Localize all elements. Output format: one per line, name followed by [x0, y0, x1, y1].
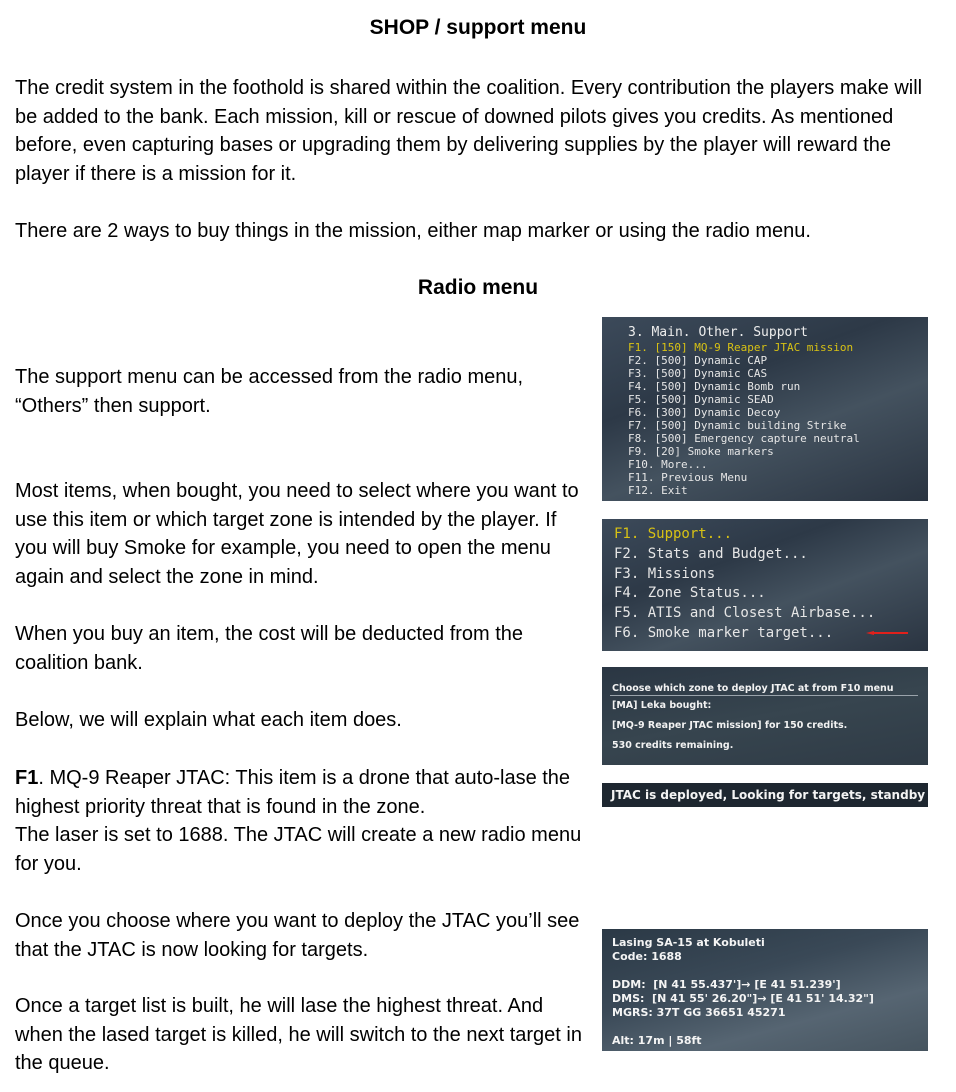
- intro-paragraph: The credit system in the foothold is shared within the coalition. Every contribution the players make will be added to the bank. Each mission, kill or rescue of downed pilots gives you credits. As mentioned before, even capturing bases or upgrading them by delivering supplies by the player will reward the player if there is a mission for it.: [15, 77, 923, 186]
- jtac-status-screenshot: [602, 783, 928, 807]
- purchase-line: [MQ-9 Reaper JTAC mission] for 150 credits.: [612, 720, 848, 731]
- lasing-line: Alt: 17m | 58ft: [612, 1034, 702, 1047]
- f1-key: F1: [15, 767, 39, 789]
- support-menu-screenshot: [602, 317, 928, 501]
- lasing-line: DDM: [N 41 55.437']→ [E 41 51.239']: [612, 978, 841, 991]
- support-menu-item: F10. More...: [628, 458, 708, 471]
- lasing-info-screenshot: [602, 929, 928, 1051]
- explain-paragraph: Below, we will explain what each item does.: [15, 709, 402, 731]
- f1-laser-text: The laser is set to 1688. The JTAC will create a new radio menu for you.: [15, 824, 582, 876]
- ways-paragraph: There are 2 ways to buy things in the mission, either map marker or using the radio menu.: [15, 220, 811, 242]
- support-menu-title: 3. Main. Other. Support: [628, 325, 809, 340]
- select-zone-paragraph: Most items, when bought, you need to select where you want to use this item or which target zone is intended by the player. If you will buy Smoke for example, you need to open the menu again and select the zone in mind.: [15, 480, 579, 589]
- page-title: SHOP / support menu: [369, 16, 587, 39]
- other-menu-item: F1. Support...: [614, 526, 733, 542]
- access-paragraph: The support menu can be accessed from the radio menu, “Others” then support.: [15, 366, 524, 417]
- purchase-line: 530 credits remaining.: [612, 740, 734, 751]
- support-menu-item: F2. [500] Dynamic CAP: [628, 354, 768, 367]
- support-menu-item: F11. Previous Menu: [628, 471, 748, 484]
- lasing-line: Lasing SA-15 at Kobuleti: [612, 936, 765, 949]
- other-menu-item: F5. ATIS and Closest Airbase...: [614, 605, 876, 622]
- deploy-paragraph: Once you choose where you want to deploy the JTAC you’ll see that the JTAC is now looking for targets.: [15, 910, 580, 961]
- section-title-radio-menu: Radio menu: [417, 276, 539, 299]
- support-menu-item: F9. [20] Smoke markers: [628, 445, 774, 458]
- support-menu-item: F12. Exit: [628, 484, 688, 497]
- purchase-message-screenshot: [602, 667, 928, 765]
- other-menu-item: F3. Missions: [614, 565, 716, 582]
- purchase-line: [MA] Leka bought:: [612, 700, 712, 711]
- other-menu-item: F6. Smoke marker target...: [614, 624, 834, 641]
- other-menu-item: F2. Stats and Budget...: [614, 545, 808, 562]
- f1-text: . MQ-9 Reaper JTAC: This item is a drone that auto-lase the highest priority threat that is found in the zone.: [15, 767, 571, 818]
- divider: [610, 695, 918, 696]
- lasing-line: DMS: [N 41 55' 26.20"]→ [E 41 51' 14.32"]: [612, 992, 874, 1005]
- purchase-header: Choose which zone to deploy JTAC at from F10 menu: [612, 683, 894, 694]
- jtac-status-text: JTAC is deployed, Looking for targets, standby: [611, 788, 926, 802]
- lasing-line: [602, 1020, 928, 1034]
- lasing-line: [602, 964, 928, 978]
- lasing-line: Code: 1688: [612, 950, 682, 963]
- support-menu-item: F3. [500] Dynamic CAS: [628, 367, 768, 380]
- other-menu-item: F4. Zone Status...: [614, 585, 766, 602]
- f1-description: [15, 764, 595, 879]
- lase-paragraph: Once a target list is built, he will lase the highest threat. And when the lased target is killed, he will switch to the next target in the queue.: [15, 995, 582, 1075]
- support-menu-item: F5. [500] Dynamic SEAD: [628, 393, 774, 406]
- support-menu-item: F8. [500] Emergency capture neutral: [628, 432, 860, 445]
- support-menu-item: F4. [500] Dynamic Bomb run: [628, 380, 801, 393]
- support-menu-item: F6. [300] Dynamic Decoy: [628, 406, 781, 419]
- support-menu-item: F1. [150] MQ-9 Reaper JTAC mission: [628, 341, 854, 354]
- red-arrow-icon: [866, 631, 908, 635]
- deduct-paragraph: When you buy an item, the cost will be deducted from the coalition bank.: [15, 623, 524, 674]
- lasing-line: MGRS: 37T GG 36651 45271: [612, 1006, 786, 1019]
- support-menu-item: F7. [500] Dynamic building Strike: [628, 419, 847, 432]
